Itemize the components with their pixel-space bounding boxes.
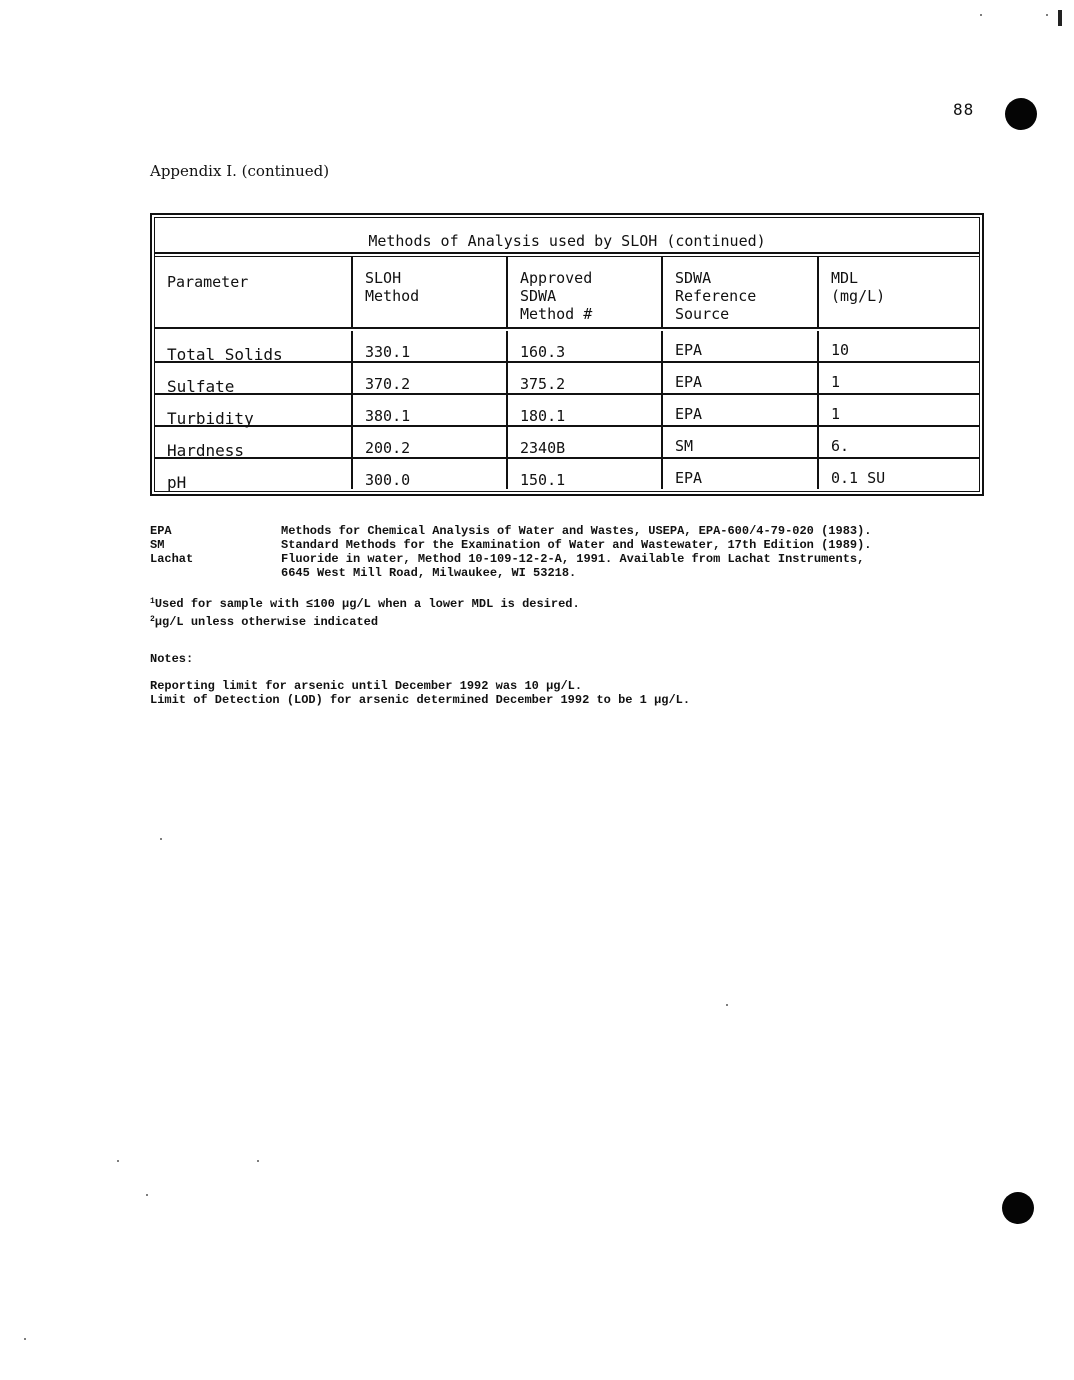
cell-mdl: 1	[831, 373, 841, 391]
scan-speck	[257, 1160, 259, 1162]
table-row	[155, 395, 979, 427]
cell-sloh-method: 330.1	[365, 343, 411, 361]
abbreviation-definition: Fluoride in water, Method 10-109-12-2-A, 1991. Available from Lachat Instruments, 6645 West Mill Road, Milwaukee, WI 53218.	[281, 552, 865, 580]
table-row	[155, 363, 979, 395]
cell-reference-source: SM	[675, 437, 694, 455]
cell-parameter: Total Solids	[167, 345, 283, 364]
abbreviation-list	[150, 524, 990, 580]
abbreviation-key: Lachat	[150, 552, 194, 566]
appendix-heading: Appendix I. (continued)	[150, 162, 330, 180]
cell-reference-source: EPA	[675, 373, 703, 391]
header-parameter: Parameter	[167, 273, 249, 291]
note-line: Reporting limit for arsenic until December 1992 was 10 µg/L.	[150, 679, 583, 693]
cell-sdwa-method: 375.2	[520, 375, 566, 393]
table-row	[155, 427, 979, 459]
page-number: 88	[953, 100, 975, 119]
footnote: $^1$Used for sample with ≤100 µg/L when a lower MDL is desired.	[150, 597, 580, 611]
abbreviation-key: SM	[150, 538, 165, 552]
scan-speck	[726, 1004, 728, 1006]
cell-sdwa-method: 160.3	[520, 343, 566, 361]
cell-sloh-method: 370.2	[365, 375, 411, 393]
cell-reference-source: EPA	[675, 405, 703, 423]
abbreviation-item	[150, 552, 990, 580]
punch-hole-bottom	[1002, 1192, 1034, 1224]
cell-sdwa-method: 2340B	[520, 439, 566, 457]
cell-mdl: 10	[831, 341, 850, 359]
table-title: Methods of Analysis used by SLOH (continued)	[155, 218, 979, 254]
scan-speck	[117, 1160, 119, 1162]
scan-speck	[146, 1194, 148, 1196]
abbreviation-item	[150, 524, 990, 538]
abbreviation-item	[150, 538, 990, 552]
cell-sloh-method: 200.2	[365, 439, 411, 457]
abbreviation-definition: Methods for Chemical Analysis of Water and Wastes, USEPA, EPA-600/4-79-020 (1983).	[281, 524, 872, 538]
cell-reference-source: EPA	[675, 469, 703, 487]
notes-heading: Notes:	[150, 652, 194, 666]
cell-reference-source: EPA	[675, 341, 703, 359]
footnotes	[150, 594, 580, 630]
header-mdl: MDL (mg/L)	[817, 257, 979, 327]
notes-body	[150, 679, 690, 707]
cell-parameter: Hardness	[167, 441, 245, 460]
abbreviation-definition: Standard Methods for the Examination of Water and Wastewater, 17th Edition (1989).	[281, 538, 872, 552]
scan-speck	[24, 1338, 26, 1340]
footnote: $^2$µg/L unless otherwise indicated	[150, 615, 379, 629]
cell-parameter: pH	[167, 473, 187, 492]
table-header-row	[155, 256, 979, 329]
scan-speck	[160, 838, 162, 840]
note-line: Limit of Detection (LOD) for arsenic determined December 1992 to be 1 µg/L.	[150, 693, 691, 707]
cell-sloh-method: 300.0	[365, 471, 411, 489]
cell-sloh-method: 380.1	[365, 407, 411, 425]
header-sloh-method: SLOH Method	[351, 257, 506, 327]
cell-parameter: Sulfate	[167, 377, 235, 396]
table-row	[155, 331, 979, 363]
header-approved-sdwa-method: Approved SDWA Method #	[506, 257, 661, 327]
cell-sdwa-method: 180.1	[520, 407, 566, 425]
methods-table	[150, 213, 984, 496]
punch-hole-top	[1005, 98, 1037, 130]
abbreviation-key: EPA	[150, 524, 172, 538]
cell-mdl: 0.1 SU	[831, 469, 886, 487]
scan-edge-mark	[1058, 10, 1062, 26]
cell-mdl: 6.	[831, 437, 850, 455]
header-sdwa-reference-source: SDWA Reference Source	[661, 257, 817, 327]
scan-speck	[1046, 14, 1048, 16]
scan-speck	[980, 14, 982, 16]
cell-parameter: Turbidity	[167, 409, 254, 428]
table-row	[155, 459, 979, 492]
cell-mdl: 1	[831, 405, 841, 423]
cell-sdwa-method: 150.1	[520, 471, 566, 489]
